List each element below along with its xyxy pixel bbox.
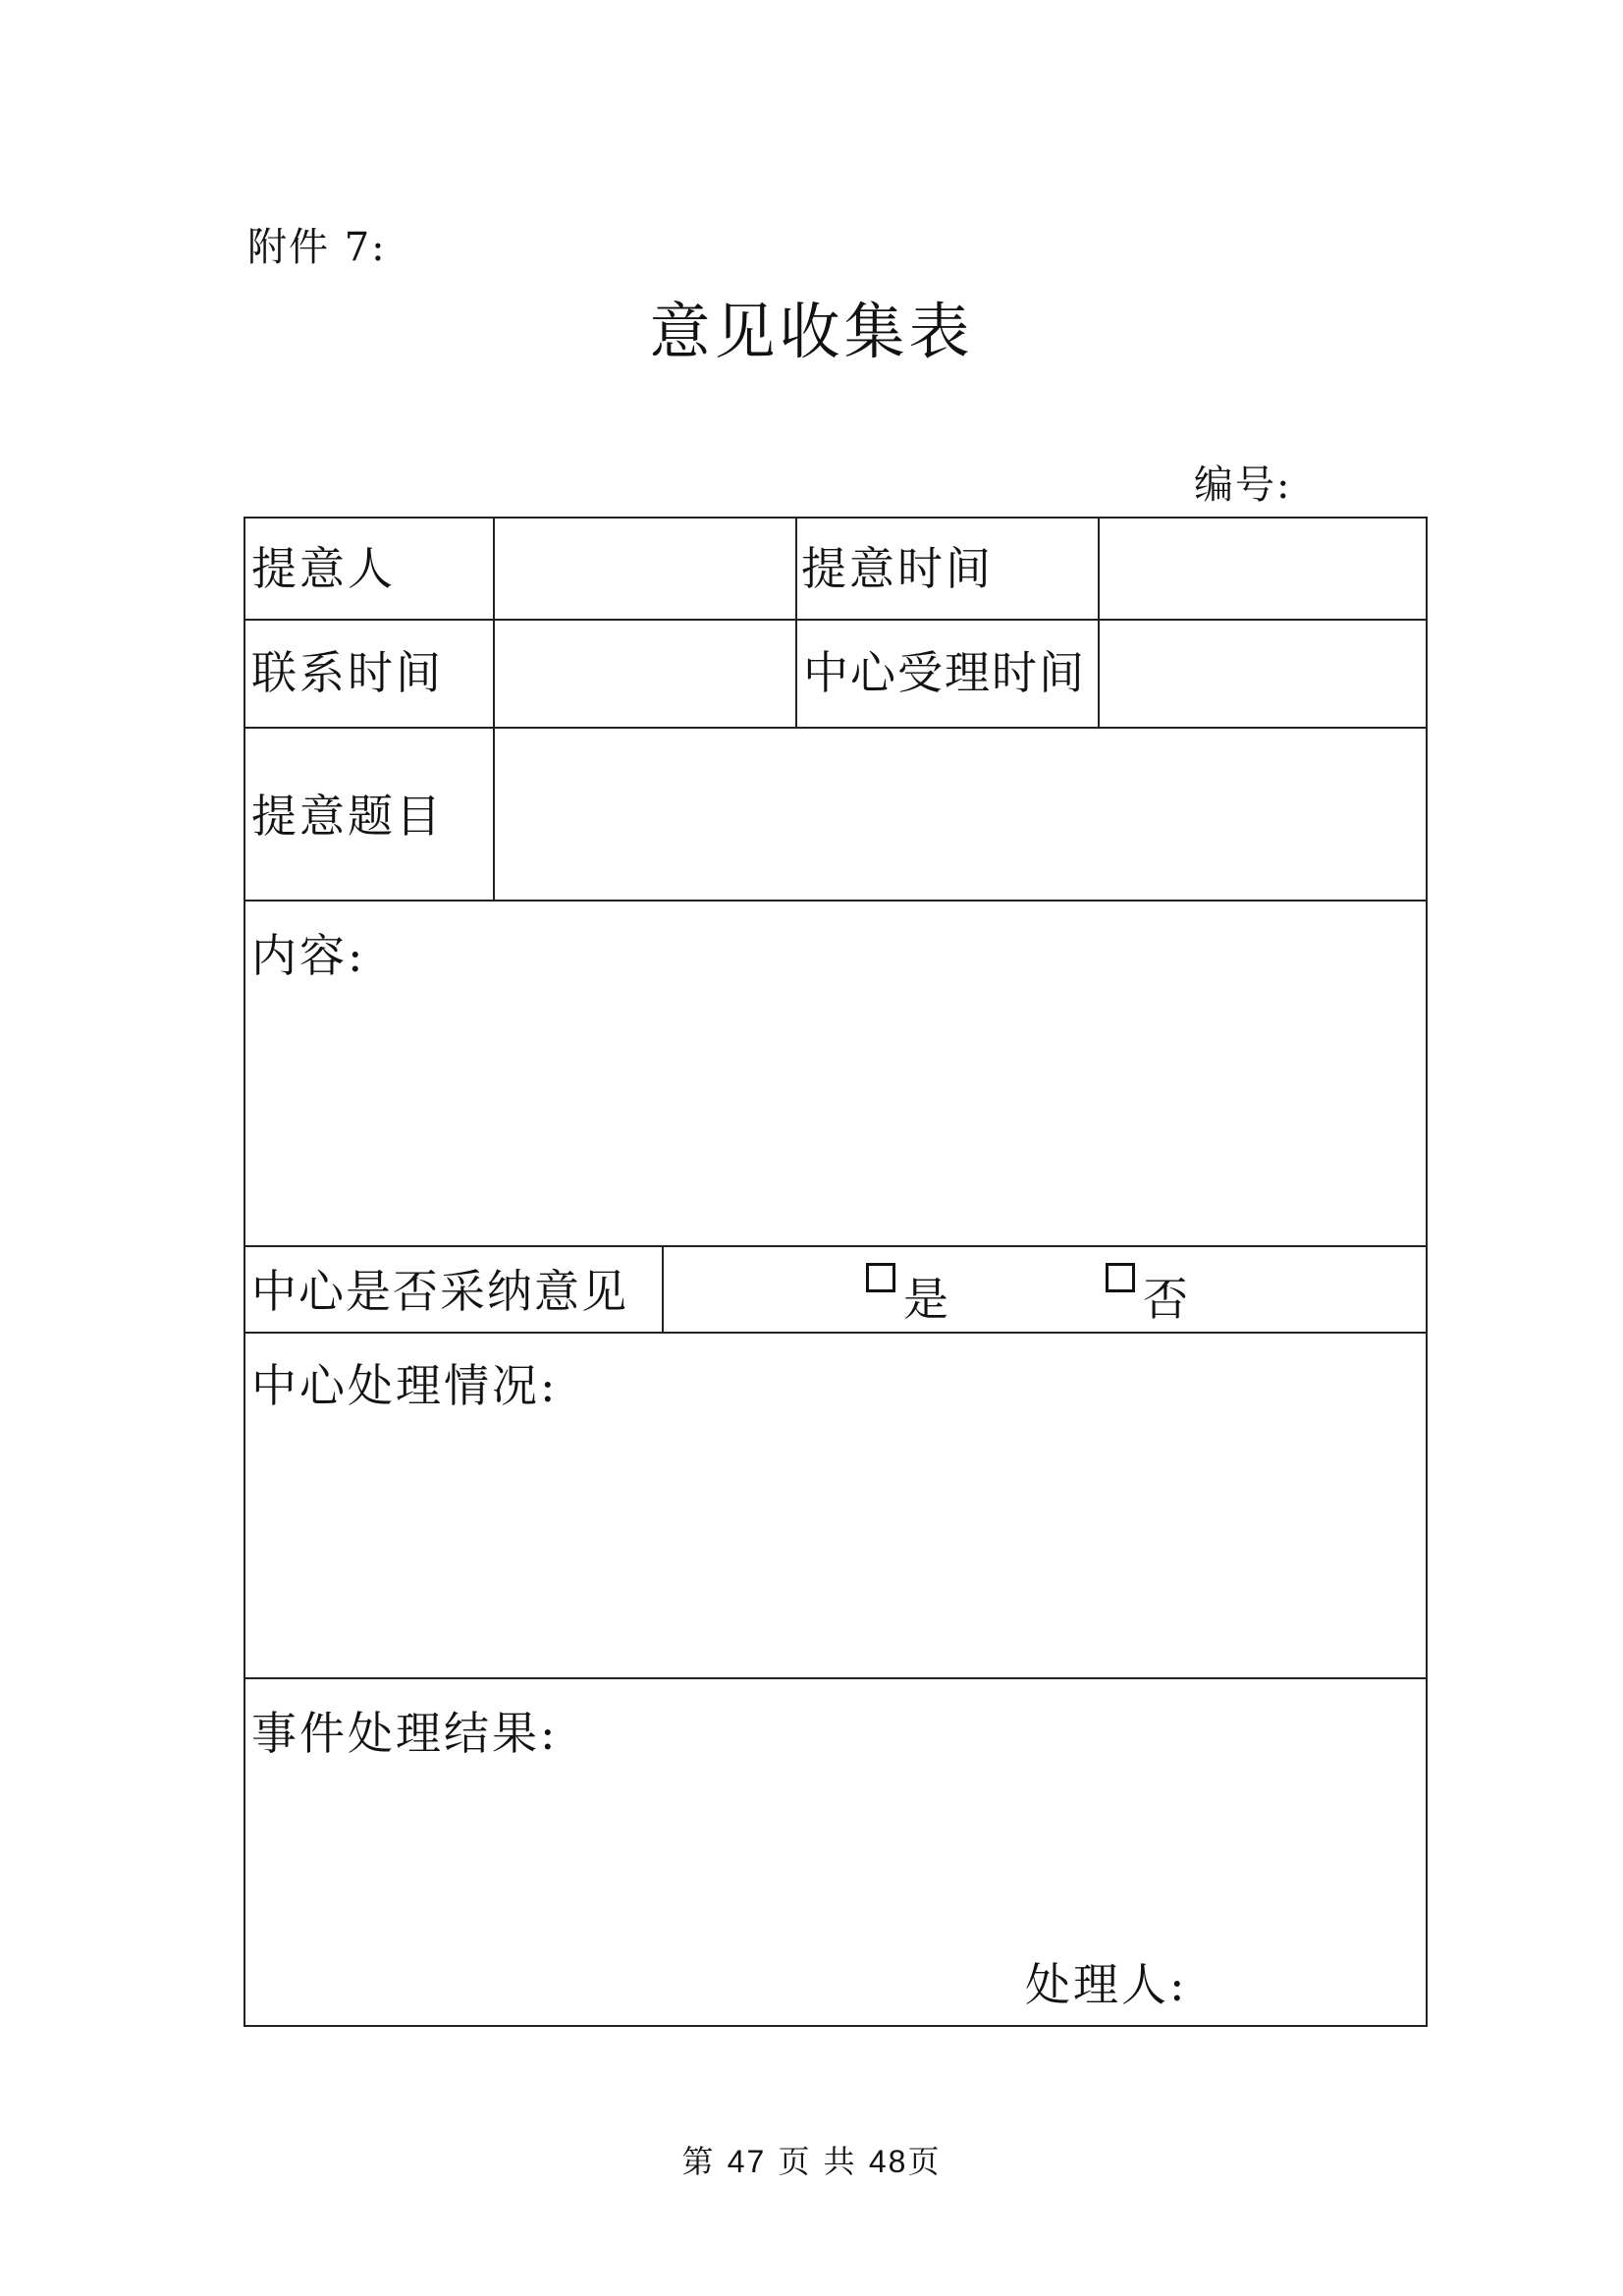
result-label: 事件处理结果:	[251, 1707, 559, 1760]
page-suffix: 页	[907, 2143, 942, 2180]
handling-label: 中心处理情况:	[251, 1359, 559, 1412]
serial-number-label: 编号:	[1194, 463, 1292, 508]
page-total-number: 48	[868, 2144, 908, 2179]
row-divider	[245, 619, 1426, 621]
contact-time-label: 联系时间	[251, 646, 444, 699]
adopt-question-label: 中心是否采纳意见	[251, 1265, 628, 1318]
page-middle: 页 共	[778, 2143, 857, 2180]
row-divider	[245, 1677, 1426, 1679]
page-footer	[0, 2137, 1623, 2182]
opinion-form-table	[243, 517, 1428, 2027]
column-divider	[493, 519, 495, 900]
page-prefix: 第	[681, 2143, 716, 2180]
accept-time-label: 中心受理时间	[803, 646, 1086, 699]
content-label: 内容:	[251, 929, 366, 982]
row-divider	[245, 1245, 1426, 1247]
row-divider	[245, 900, 1426, 902]
propose-time-label: 提意时间	[801, 542, 994, 595]
attachment-label: 附件 7:	[247, 225, 387, 270]
adopt-yes-checkbox[interactable]	[866, 1263, 895, 1292]
row-divider	[245, 1332, 1426, 1334]
proposer-label: 提意人	[251, 542, 396, 595]
handler-label: 处理人:	[1025, 1958, 1188, 2011]
column-divider	[662, 1245, 664, 1332]
row-divider	[245, 727, 1426, 729]
column-divider	[795, 519, 797, 727]
adopt-yes-label: 是	[903, 1273, 951, 1326]
subject-label: 提意题目	[251, 790, 444, 843]
column-divider	[1098, 519, 1100, 727]
adopt-no-label: 否	[1143, 1273, 1191, 1326]
page-title: 意见收集表	[649, 296, 974, 367]
adopt-no-checkbox[interactable]	[1106, 1263, 1135, 1292]
page-current-number: 47	[727, 2144, 767, 2179]
